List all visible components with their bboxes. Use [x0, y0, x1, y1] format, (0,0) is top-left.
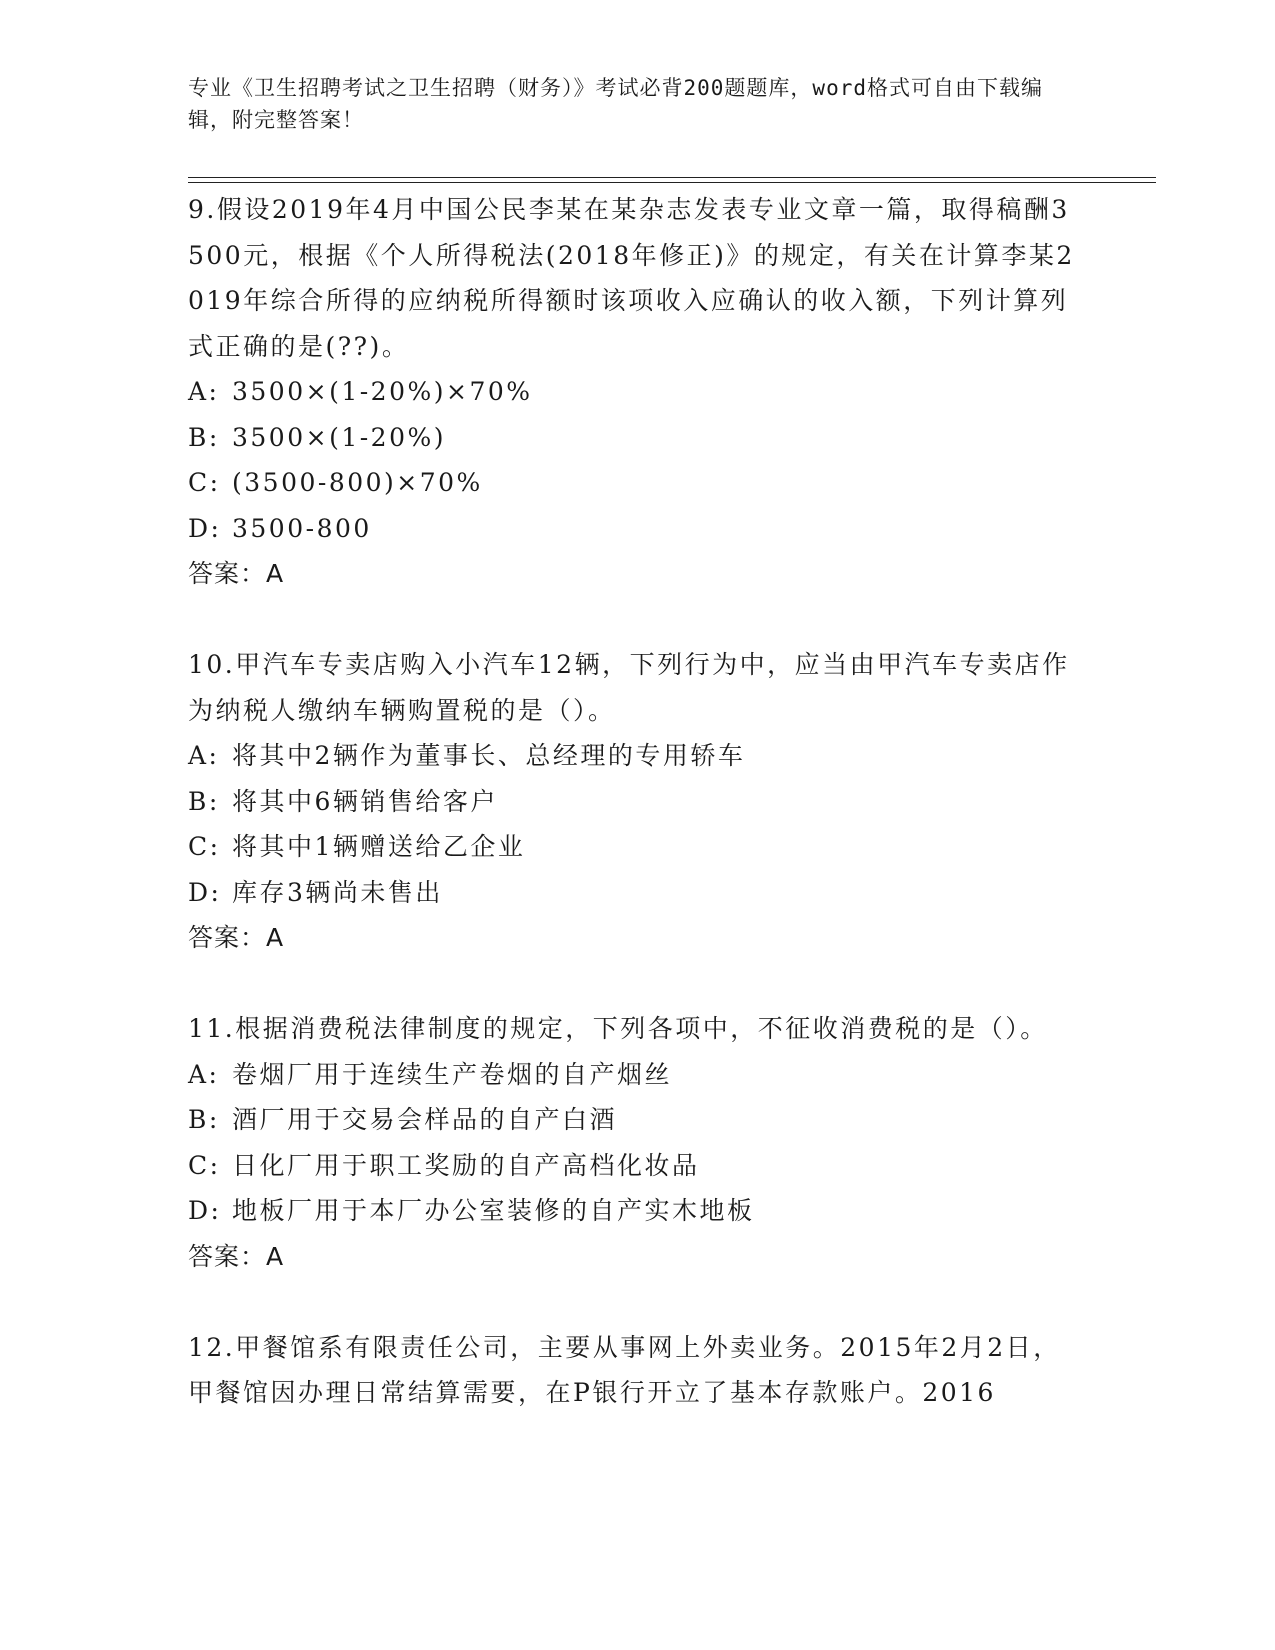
option-letter: B: [188, 1105, 220, 1134]
option-letter: B: [188, 422, 220, 452]
option-a [188, 1052, 1088, 1098]
question-12 [188, 1325, 1088, 1416]
option-letter: C: [188, 1150, 221, 1180]
option-d [188, 1188, 1088, 1234]
option-a [188, 369, 1088, 415]
option-text: 3500×(1-20%) [232, 422, 446, 452]
option-text: 地板厂用于本厂办公室装修的自产实木地板 [232, 1196, 755, 1225]
spacer [188, 961, 1088, 1007]
spacer [188, 1279, 1088, 1325]
option-text: 3500×(1-20%)×70% [232, 377, 533, 406]
page-header: 专业《卫生招聘考试之卫生招聘（财务）》考试必背200题题库，word格式可自由下载编辑，附完整答案！ [188, 76, 1043, 132]
question-11 [188, 1006, 1088, 1279]
option-letter: A: [188, 741, 220, 770]
question-10 [188, 642, 1088, 961]
option-text: (3500-800)×70% [232, 468, 483, 497]
option-c [188, 460, 1088, 506]
option-letter: D: [188, 1196, 222, 1225]
option-text: 酒厂用于交易会样品的自产白酒 [232, 1105, 618, 1134]
option-b [188, 779, 1088, 825]
option-c [188, 1143, 1088, 1189]
answer-line: 答案：A [188, 1241, 285, 1271]
option-text: 库存3辆尚未售出 [232, 877, 443, 907]
answer-line: 答案：A [188, 923, 285, 952]
header-divider-top [188, 177, 1156, 178]
option-a [188, 733, 1088, 779]
option-text: 将其中2辆作为董事长、总经理的专用轿车 [232, 741, 746, 770]
question-text: 12.甲餐馆系有限责任公司，主要从事网上外卖业务。2015年2月2日，甲餐馆因办理日常结算需要，在P银行开立了基本存款账户。2016 [188, 1332, 1061, 1407]
option-letter: A: [188, 377, 220, 406]
option-letter: B: [188, 786, 220, 816]
option-text: 将其中6辆销售给客户 [232, 786, 498, 816]
option-d [188, 506, 1088, 552]
option-letter: C: [188, 468, 221, 497]
header-divider-bottom [188, 182, 1156, 183]
option-text: 日化厂用于职工奖励的自产高档化妆品 [232, 1150, 700, 1180]
spacer [188, 597, 1088, 643]
option-letter: D: [188, 513, 222, 543]
option-b [188, 1097, 1088, 1143]
question-text: 9.假设2019年4月中国公民李某在某杂志发表专业文章一篇，取得稿酬3500元，根据《个人所得税法(2018年修正)》的规定，有关在计算李某2019年综合所得的应纳税所得额时该项收入应确认的收入额，下列计算列式正确的是(??)。 [188, 195, 1075, 361]
option-d [188, 870, 1088, 916]
option-b [188, 415, 1088, 461]
option-c [188, 824, 1088, 870]
option-letter: A: [188, 1059, 220, 1089]
option-letter: D: [188, 877, 222, 907]
option-text: 卷烟厂用于连续生产卷烟的自产烟丝 [232, 1059, 673, 1089]
option-text: 将其中1辆赠送给乙企业 [232, 832, 526, 861]
option-text: 3500-800 [232, 513, 372, 543]
option-letter: C: [188, 832, 221, 861]
question-9 [188, 187, 1088, 597]
question-text: 11.根据消费税法律制度的规定，下列各项中，不征收消费税的是（）。 [188, 1014, 1048, 1043]
question-text: 10.甲汽车专卖店购入小汽车12辆，下列行为中，应当由甲汽车专卖店作为纳税人缴纳车辆购置税的是（）。 [188, 650, 1070, 725]
answer-line: 答案：A [188, 559, 285, 588]
question-list [188, 187, 1088, 1416]
